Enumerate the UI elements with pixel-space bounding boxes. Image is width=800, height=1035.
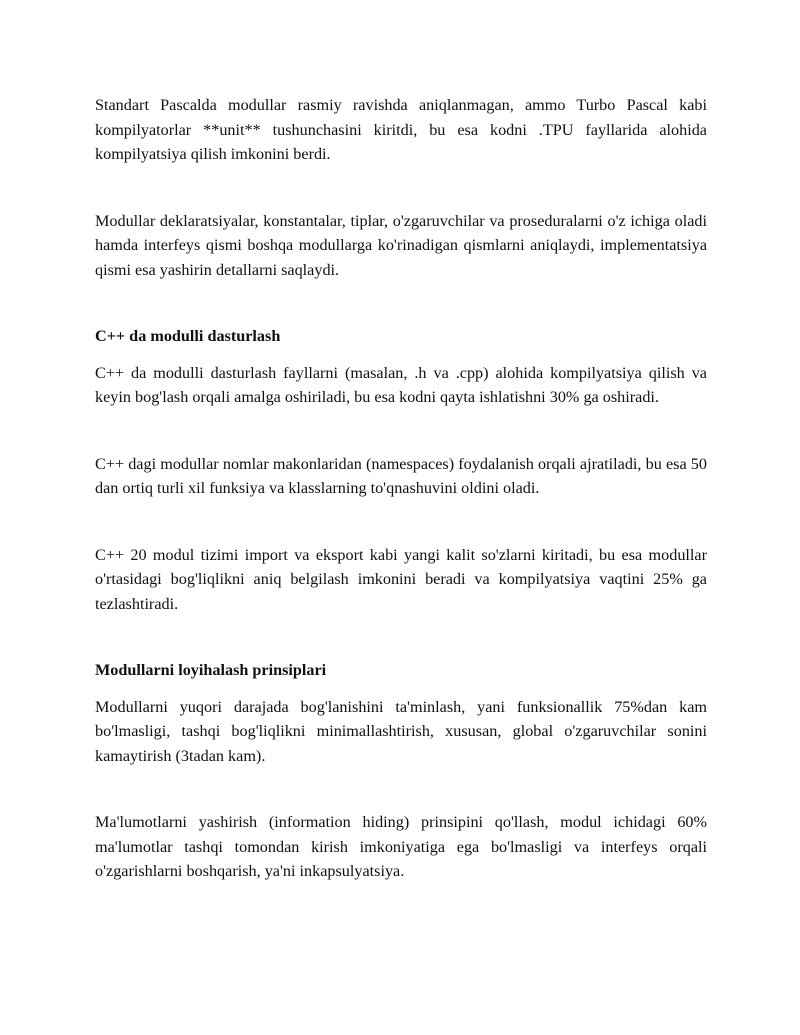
paragraph-pascal-units: Standart Pascalda modullar rasmiy ravishda aniqlanmagan, ammo Turbo Pascal kabi kompilyatorlar **unit** tushunchasini kiritdi, bu esa kodni .TPU fayllarida alohida kompilyatsiya qilish imkonini berdi. bbox=[95, 96, 707, 163]
heading-module-design-principles: Modullarni loyihalash prinsiplari bbox=[95, 661, 327, 679]
paragraph-cpp-separate-compilation: C++ da modulli dasturlash fayllarni (masalan, .h va .cpp) alohida kompilyatsiya qilish va keyin bog'lash orqali amalga oshiriladi, bu esa kodni qayta ishlatishni 30% ga oshiradi. bbox=[95, 363, 707, 406]
paragraph-module-contents: Modullar deklaratsiyalar, konstantalar, tiplar, o'zgaruvchilar va proseduralarni o'z ichiga oladi hamda interfeys qismi boshqa modullarga ko'rinadigan qismlarni aniqlaydi, implementatsiya qismi esa yashirin detallarni saqlaydi. bbox=[95, 211, 707, 279]
paragraph-cpp-namespaces: C++ dagi modullar nomlar makonlaridan (namespaces) foydalanish orqali ajratiladi, bu esa 50 dan ortiq turli xil funksiya va klasslarning to'qnashuvini oldini oladi. bbox=[95, 454, 707, 497]
paragraph-cohesion-coupling: Modullarni yuqori darajada bog'lanishini ta'minlash, yani funksionallik 75%dan kam bo'lmasligi, tashqi bog'liqlikni minimallashtirish, xususan, global o'zgaruvchilar sonini kamaytirish (3tadan kam). bbox=[95, 697, 707, 765]
heading-cpp-modular: C++ da modulli dasturlash bbox=[95, 327, 281, 345]
paragraph-information-hiding: Ma'lumotlarni yashirish (information hiding) prinsipini qo'llash, modul ichidagi 60% ma'lumotlar tashqi tomondan kirish imkoniyatiga ega bo'lmasligi va interfeys orqali o'zgarishlarni boshqarish, ya'ni inkapsulyatsiya. bbox=[95, 813, 707, 880]
paragraph-cpp20-modules: C++ 20 modul tizimi import va eksport kabi yangi kalit so'zlarni kiritadi, bu esa modullar o'rtasidagi bog'liqlikni aniq belgilash imkonini beradi va kompilyatsiya vaqtini 25% ga tezlashtiradi. bbox=[95, 545, 707, 613]
document-page bbox=[95, 93, 707, 884]
